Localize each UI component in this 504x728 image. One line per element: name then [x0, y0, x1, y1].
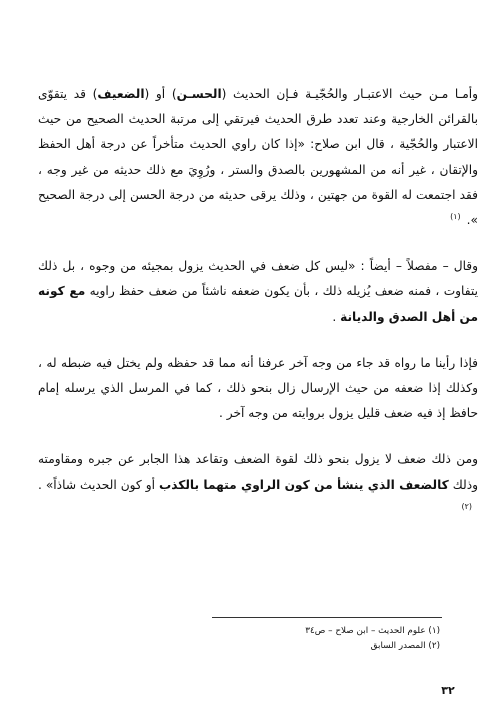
text-run: ومن ذلك ضعف لا يزول بنحو ذلك لقوة الضعف وتقاعد هذا الجابر عن جبره ومقاومته وذلك: [38, 452, 479, 492]
paragraph-2: [38, 254, 478, 330]
text-run: وقال – مفصلاً – أيضاً : «ليس كل ضعف في الحديث يزول بمجيئه من وجوه ، بل ذلك يتفاوت ، فمنه ضعف يُزيله ذلك ، بأن يكون ضعفه ناشئاً من ضعف حفظ راويه: [38, 259, 479, 299]
text-run: أو كون الحديث شاذاً» .: [38, 477, 159, 492]
paragraph-3: [38, 351, 478, 427]
emphasized-text: الحسـن: [176, 87, 222, 101]
footnotes: [140, 624, 440, 654]
emphasized-text: مع كونه من أهل الصدق والديانة: [38, 284, 478, 324]
text-run: فإذا رأينا ما رواه قد جاء من وجه آخر عرفنا أنه مما قد حفظه ولم يختل فيه ضبطه له ، وكذلك إذا ضعفه من حيث الإرسال زال بنحو ذلك ، كما في المرسل الذي يرسله إمام حافظ إذ فيه ضعف قليل يزول بروايته من وجه آخر .: [38, 355, 478, 421]
footnote-1: (١) علوم الحديث – ابن صلاح – ص٣٤: [305, 626, 440, 636]
footnote-marker: (١): [450, 211, 461, 221]
emphasized-text: الضعيف: [97, 87, 145, 101]
text-run: ) قد يتقوّى بالقرائن الخارجية وعند تعدد طرق الحديث فيرتقي إلى مرتبة الحديث الصحيح من حيث الاعتبار والحُجّية ، قال ابن صلاح: «إذا كان راوي الحديث متأخراً عن درجة أهل الحفظ والإتقان ، غير أنه من المشهورين بالصدق والستر ، ورُوِيَ مع ذلك حديثه من غير وجه ، فقد اجتمعت له القوة من جهتين ، وذلك يرقى حديثه من درجة الحسن إلى درجة الصحيح ».: [38, 87, 478, 228]
emphasized-text: كالضعف الذي ينشأ من كون الراوي متهما بالكذب: [158, 477, 449, 492]
text-run: .: [332, 309, 341, 324]
paragraph-4: [38, 447, 478, 523]
paragraph-1: [38, 82, 478, 233]
footnote-marker: (٢): [461, 501, 472, 511]
text-run: وأمـا مـن حيث الاعتبـار والحُجّيـة فـإن الحديث (: [221, 87, 479, 101]
footnote-divider: [212, 617, 442, 618]
text-run: ) أو (: [144, 87, 177, 101]
footnote-2: (٢) المصدر السابق: [370, 641, 440, 651]
body-text: [38, 82, 478, 523]
page-number: ٣٢: [441, 684, 455, 697]
